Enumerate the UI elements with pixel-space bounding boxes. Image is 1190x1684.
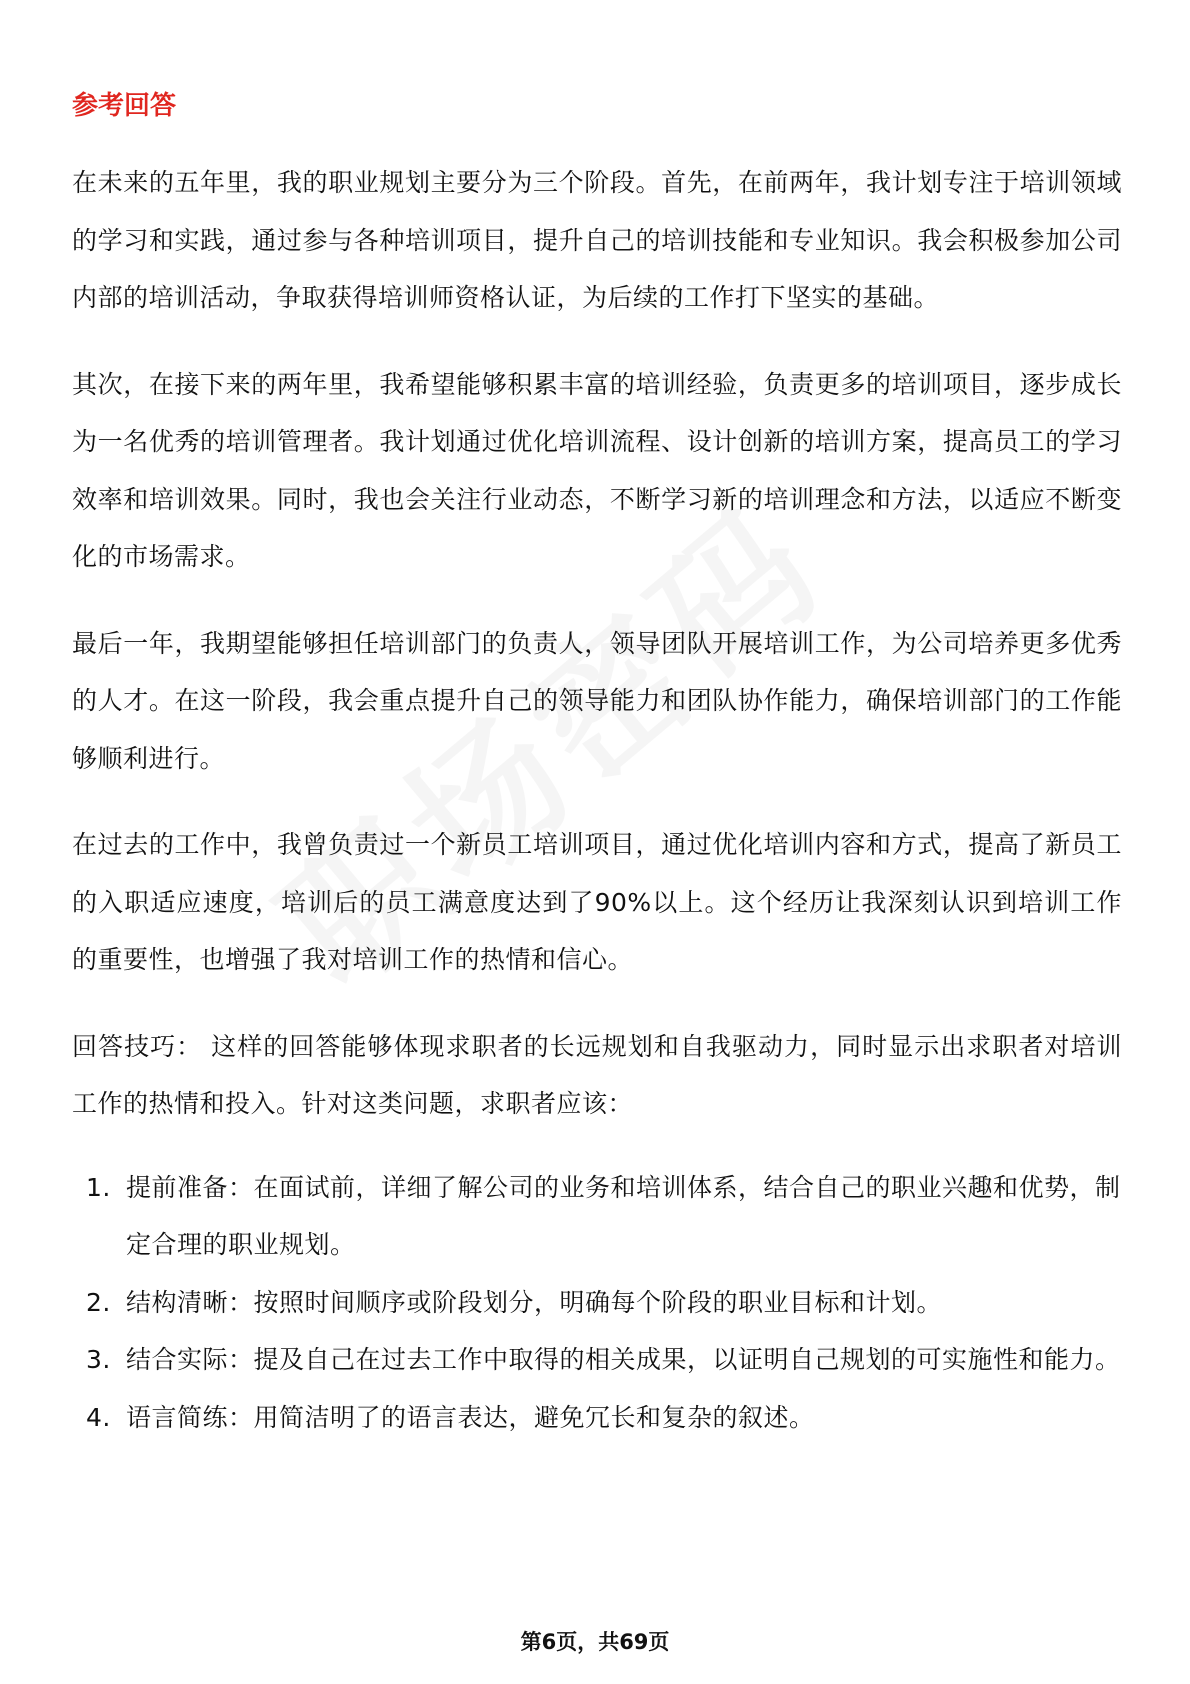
section-title: 参考回答 (72, 91, 177, 121)
list-item (72, 1274, 1122, 1332)
answer-paragraph-4: 在过去的工作中，我曾负责过一个新员工培训项目，通过优化培训内容和方式，提高了新员工的入职适应速度，培训后的员工满意度达到了90%以上。这个经历让我深刻认识到培训工作的重要性，也增强了我对培训工作的热情和信心。 (72, 830, 1122, 974)
answer-paragraph-1: 在未来的五年里，我的职业规划主要分为三个阶段。首先，在前两年，我计划专注于培训领域的学习和实践，通过参与各种培训项目，提升自己的培训技能和专业知识。我会积极参加公司内部的培训活动，争取获得培训师资格认证，为后续的工作打下坚实的基础。 (72, 168, 1122, 312)
list-item-number: 2. (86, 1287, 111, 1317)
list-item-text: 语言简练：用简洁明了的语言表达，避免冗长和复杂的叙述。 (126, 1402, 815, 1432)
list-item (72, 1331, 1122, 1389)
list-item-text: 结合实际：提及自己在过去工作中取得的相关成果，以证明自己规划的可实施性和能力。 (126, 1345, 1121, 1374)
answer-paragraph-2: 其次，在接下来的两年里，我希望能够积累丰富的培训经验，负责更多的培训项目，逐步成长为一名优秀的培训管理者。我计划通过优化培训流程、设计创新的培训方案，提高员工的学习效率和培训效果。同时，我也会关注行业动态，不断学习新的培训理念和方法，以适应不断变化的市场需求。 (72, 369, 1122, 571)
list-item-text: 结构清晰：按照时间顺序或阶段划分，明确每个阶段的职业目标和计划。 (126, 1287, 943, 1317)
list-item (72, 1389, 1122, 1447)
list-item-text: 提前准备：在面试前，详细了解公司的业务和培训体系，结合自己的职业兴趣和优势，制定合理的职业规划。 (126, 1172, 1121, 1259)
answer-paragraph-3: 最后一年，我期望能够担任培训部门的负责人，领导团队开展培训工作，为公司培养更多优秀的人才。在这一阶段，我会重点提升自己的领导能力和团队协作能力，确保培训部门的工作能够顺利进行。 (72, 628, 1122, 773)
list-item-number: 1. (86, 1172, 111, 1202)
list-item (72, 1159, 1122, 1274)
tips-intro: 回答技巧： 这样的回答能够体现求职者的长远规划和自我驱动力，同时显示出求职者对培训工作的热情和投入。针对这类问题，求职者应该： (72, 1031, 1122, 1118)
main-content (72, 88, 1122, 1446)
list-item-number: 4. (86, 1402, 111, 1432)
page-number-footer: 第6页，共69页 (520, 1630, 670, 1654)
list-item-number: 3. (86, 1345, 111, 1374)
tips-list (72, 1159, 1122, 1447)
